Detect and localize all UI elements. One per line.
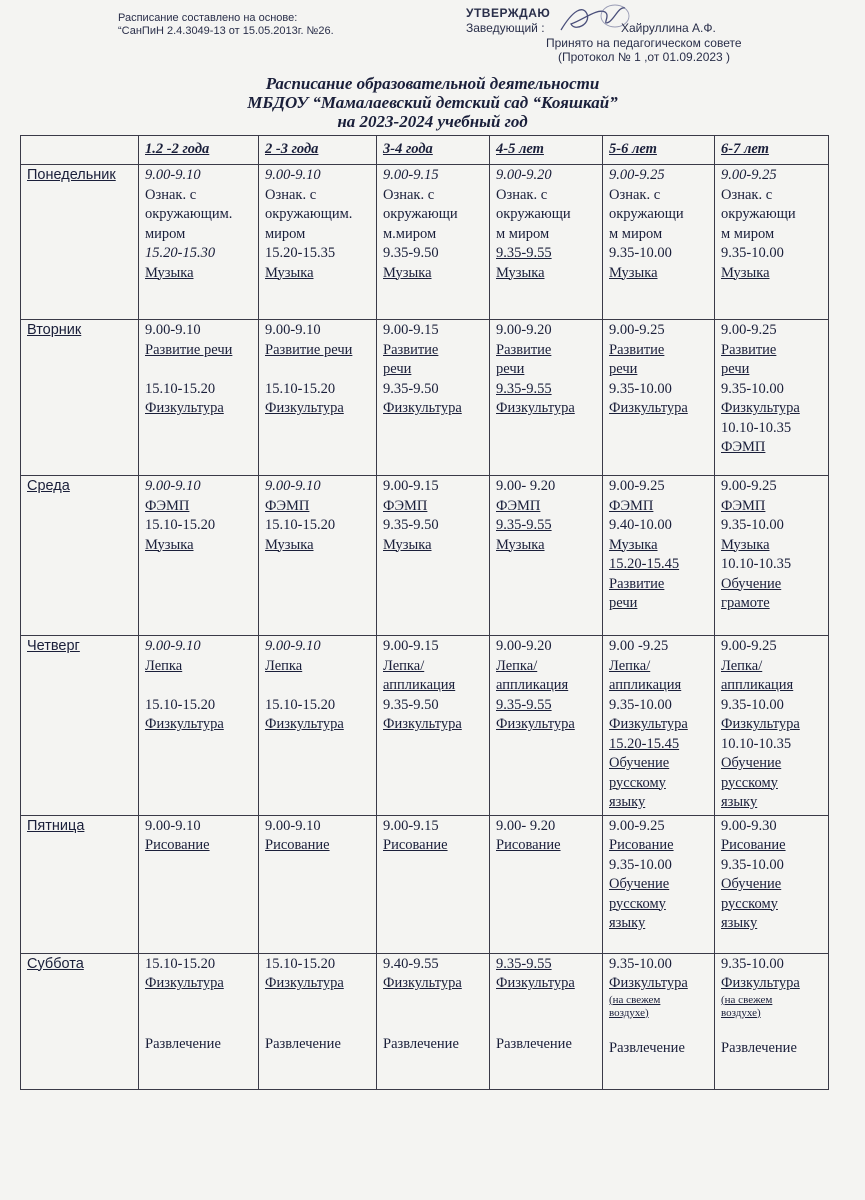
cell-line: 9.35-9.50 [383, 380, 439, 397]
cell-line: 9.35-10.00 [721, 245, 784, 261]
column-header: 1.2 -2 года [139, 136, 259, 165]
cell-line: Рисование [721, 837, 786, 853]
cell-line: Обучение [609, 755, 670, 771]
schedule-cell [139, 953, 259, 1089]
cell-line: Лепка/ [721, 657, 763, 674]
cell-line: Физкультура [721, 716, 800, 732]
cell-line: русскому [609, 774, 666, 791]
cell-line: 9.00-9.30 [721, 817, 777, 834]
cell-line: Развитие речи [265, 341, 353, 358]
cell-line: 9.00-9.15 [383, 167, 439, 183]
cell-line: русскому [609, 895, 666, 912]
cell-line: окружающи [609, 206, 684, 222]
cell-line: Развитие речи [145, 341, 233, 358]
cell-line: Физкультура [145, 716, 224, 732]
cell-line: 9.35-9.55 [496, 517, 552, 533]
cell-line: 9.00-9.10 [265, 817, 321, 834]
page-title [0, 74, 865, 131]
table-row [21, 815, 829, 953]
cell-line: языку [609, 915, 646, 931]
cell-line: речи [721, 361, 750, 377]
cell-line: 9.00-9.15 [383, 478, 439, 494]
cell-line [145, 994, 255, 1016]
cell-line: окружающим. [265, 206, 353, 222]
cell-line: Развитие [496, 341, 552, 358]
day-label: Понедельник [21, 165, 139, 320]
cell-line: Рисование [145, 837, 210, 853]
cell-line: ФЭМП [721, 439, 766, 455]
schedule-cell [715, 815, 829, 953]
column-header: 2 -3 года [259, 136, 377, 165]
cell-line: 9.00-9.25 [721, 322, 777, 338]
schedule-cell [603, 815, 715, 953]
approval-block [466, 6, 766, 64]
cell-line [383, 1016, 486, 1036]
cell-line: 15.20-15.30 [145, 245, 216, 261]
column-header: 4-5 лет [490, 136, 603, 165]
cell-line: 9.00-9.25 [721, 478, 777, 494]
schedule-cell [603, 636, 715, 816]
schedule-cell [490, 165, 603, 320]
cell-line: грамоте [721, 595, 770, 611]
cell-line: аппликация [609, 677, 682, 693]
approve-label: УТВЕРЖДАЮ [466, 6, 551, 20]
schedule-cell [490, 815, 603, 953]
basis-line-1: Расписание составлено на основе: [118, 12, 298, 24]
table-row [21, 953, 829, 1089]
schedule-cell [139, 476, 259, 636]
cell-line: Музыка [145, 536, 194, 553]
schedule-cell [377, 320, 490, 476]
cell-line: Лепка/ [496, 657, 538, 674]
head-label: Заведующий : [466, 21, 545, 35]
schedule-cell [377, 476, 490, 636]
cell-line: Обучение [609, 876, 670, 892]
cell-line: ФЭМП [145, 497, 190, 514]
cell-line: миром [265, 225, 306, 242]
cell-line [145, 360, 255, 380]
cell-line: Физкультура [265, 975, 344, 991]
cell-line: (на свежем [609, 993, 661, 1006]
cell-line: Физкультура [609, 975, 688, 991]
cell-line: 15.10-15.20 [145, 380, 216, 397]
schedule-cell [715, 320, 829, 476]
cell-line: Музыка [265, 264, 314, 281]
schedule-cell [490, 636, 603, 816]
cell-line: 9.35-9.50 [383, 696, 439, 713]
schedule-cell [715, 476, 829, 636]
cell-line: ФЭМП [609, 497, 654, 514]
cell-line: 15.10-15.20 [265, 517, 336, 533]
cell-line: 9.35-10.00 [721, 380, 784, 397]
day-label: Четверг [21, 636, 139, 816]
schedule-cell [259, 953, 377, 1089]
cell-line: 9.00 -9.25 [609, 638, 669, 654]
cell-line: 9.35-10.00 [721, 696, 784, 713]
column-header: 3-4 года [377, 136, 490, 165]
cell-line: Рисование [265, 837, 330, 853]
schedule-cell [603, 476, 715, 636]
cell-line: речи [609, 595, 638, 611]
schedule-cell [139, 320, 259, 476]
cell-line [145, 1016, 255, 1036]
schedule-cell [715, 953, 829, 1089]
table-row [21, 320, 829, 476]
cell-line: аппликация [721, 677, 794, 693]
cell-line: Развитие [721, 341, 777, 358]
cell-line: 9.00-9.10 [145, 167, 201, 183]
council-note: Принято на педагогическом совете [546, 36, 742, 50]
cell-line: Физкультура [265, 400, 344, 416]
cell-line: 9.40-9.55 [383, 955, 439, 972]
schedule-cell [603, 320, 715, 476]
day-label: Суббота [21, 953, 139, 1089]
cell-line: 9.00-9.10 [265, 638, 321, 654]
cell-line: 9.00-9.10 [265, 478, 321, 494]
cell-line: 9.00- 9.20 [496, 478, 556, 494]
cell-line: 9.00-9.20 [496, 322, 552, 338]
cell-line: русскому [721, 895, 778, 912]
cell-line: Ознак. с [383, 186, 435, 203]
cell-line: 15.10-15.20 [265, 380, 336, 397]
basis-note [118, 12, 334, 38]
cell-line: миром [145, 225, 186, 242]
cell-line: 9.35-10.00 [721, 517, 784, 533]
schedule-cell [377, 953, 490, 1089]
cell-line: речи [609, 361, 638, 377]
cell-line: 9.00-9.10 [145, 817, 201, 834]
title-line-2: МБДОУ “Мамалаевский детский сад “Кояшкай” [247, 93, 618, 112]
cell-line: 9.00-9.25 [609, 167, 665, 183]
cell-line: 9.00-9.10 [265, 167, 321, 183]
cell-line: 9.35-10.00 [721, 856, 784, 873]
schedule-cell [259, 815, 377, 953]
cell-line: 9.35-9.55 [496, 245, 552, 261]
cell-line: 15.20-15.45 [609, 735, 680, 752]
cell-line: ФЭМП [265, 497, 310, 514]
cell-line: 9.00-9.20 [496, 638, 552, 654]
cell-line [145, 676, 255, 696]
cell-line: 9.35-10.00 [609, 380, 672, 397]
cell-line: 9.00-9.20 [496, 167, 552, 183]
cell-line: окружающим. [145, 206, 233, 222]
table-header-row [21, 136, 829, 165]
cell-line: языку [721, 915, 758, 931]
cell-line: 15.10-15.20 [265, 696, 336, 713]
schedule-cell [139, 815, 259, 953]
cell-line: Физкультура [496, 716, 575, 732]
cell-line: ФЭМП [383, 497, 428, 514]
cell-line: Физкультура [609, 716, 688, 732]
cell-line: языку [609, 794, 646, 810]
cell-line: Физкультура [145, 975, 224, 991]
cell-line: м.миром [383, 225, 437, 242]
schedule-cell [377, 815, 490, 953]
cell-line: 9.35-10.00 [609, 856, 672, 873]
cell-line: Рисование [383, 837, 448, 853]
schedule-cell [139, 165, 259, 320]
cell-line: 9.00-9.25 [721, 167, 777, 183]
schedule-cell [715, 636, 829, 816]
cell-line: Лепка/ [609, 657, 651, 674]
cell-line: Ознак. с [609, 186, 661, 203]
cell-line: 9.35-9.50 [383, 517, 439, 533]
cell-line: 15.10-15.20 [265, 955, 336, 972]
cell-line [265, 676, 373, 696]
cell-line: Физкультура [383, 400, 462, 416]
cell-line: Физкультура [145, 400, 224, 416]
cell-line: Ознак. с [496, 186, 548, 203]
schedule-table [20, 135, 829, 1090]
cell-line: 9.00- 9.20 [496, 817, 556, 834]
cell-line: Физкультура [721, 400, 800, 416]
cell-line: Физкультура [265, 716, 344, 732]
cell-line: 10.10-10.35 [721, 419, 792, 436]
cell-line: Развлечение [721, 1040, 797, 1056]
cell-line: 9.00-9.15 [383, 817, 439, 834]
cell-line: Ознак. с [721, 186, 773, 203]
cell-line [265, 994, 373, 1016]
cell-line [496, 1016, 599, 1036]
schedule-cell [490, 953, 603, 1089]
cell-line: языку [721, 794, 758, 810]
cell-line: 9.35-10.00 [609, 696, 672, 713]
cell-line [721, 1020, 825, 1040]
corner-cell [21, 136, 139, 165]
schedule-cell [377, 636, 490, 816]
cell-line: 9.35-9.55 [496, 955, 552, 972]
cell-line: Развлечение [496, 1036, 572, 1052]
cell-line: 9.00-9.25 [721, 638, 777, 654]
cell-line: Обучение [721, 755, 782, 771]
day-label: Вторник [21, 320, 139, 476]
cell-line: Физкультура [721, 975, 800, 991]
cell-line: Физкультура [383, 716, 462, 732]
cell-line: 9.35-9.55 [496, 380, 552, 397]
schedule-cell [715, 165, 829, 320]
cell-line: 15.20-15.35 [265, 245, 336, 261]
column-header: 5-6 лет [603, 136, 715, 165]
cell-line: русскому [721, 774, 778, 791]
cell-line: Ознак. с [265, 186, 317, 203]
cell-line: 10.10-10.35 [721, 556, 792, 572]
cell-line: окружающи [496, 206, 571, 222]
cell-line: 9.00-9.10 [145, 638, 201, 654]
cell-line: 9.00-9.25 [609, 817, 665, 834]
table-row [21, 476, 829, 636]
cell-line: Музыка [383, 264, 432, 281]
schedule-cell [259, 636, 377, 816]
title-line-1: Расписание образовательной деятельности [265, 74, 600, 93]
cell-line: аппликация [496, 677, 569, 693]
cell-line: Музыка [721, 264, 770, 281]
head-name: Хайруллина А.Ф. [621, 21, 716, 35]
cell-line: Физкультура [496, 975, 575, 991]
cell-line [383, 994, 486, 1016]
cell-line: Музыка [496, 536, 545, 553]
day-label: Пятница [21, 815, 139, 953]
cell-line [265, 360, 373, 380]
schedule-cell [490, 320, 603, 476]
cell-line: Физкультура [609, 400, 688, 416]
cell-line: речи [383, 361, 412, 377]
cell-line: Лепка [145, 657, 183, 674]
cell-line: Лепка/ [383, 657, 425, 674]
cell-line: 15.10-15.20 [145, 696, 216, 713]
cell-line: 15.10-15.20 [145, 955, 216, 972]
cell-line: 9.35-10.00 [609, 955, 672, 972]
table-row [21, 165, 829, 320]
cell-line: 9.35-9.50 [383, 245, 439, 261]
cell-line: Обучение [721, 876, 782, 892]
cell-line: 9.35-9.55 [496, 696, 552, 713]
schedule-cell [490, 476, 603, 636]
cell-line: Музыка [721, 536, 770, 553]
schedule-cell [139, 636, 259, 816]
schedule-cell [603, 953, 715, 1089]
table-row [21, 636, 829, 816]
cell-line: 9.00-9.10 [265, 322, 321, 338]
cell-line: 9.00-9.10 [145, 322, 201, 338]
cell-line: Развлечение [609, 1040, 685, 1056]
cell-line: ФЭМП [721, 497, 766, 514]
cell-line: Музыка [609, 264, 658, 281]
cell-line: воздухе) [609, 1006, 649, 1019]
protocol-note: (Протокол № 1 ,от 01.09.2023 ) [558, 50, 731, 64]
cell-line: 9.00-9.15 [383, 322, 439, 338]
cell-line: Развлечение [145, 1036, 221, 1052]
cell-line: Музыка [609, 536, 658, 553]
schedule-cell [259, 476, 377, 636]
cell-line: 9.40-10.00 [609, 517, 672, 533]
cell-line: Физкультура [383, 975, 462, 991]
day-label: Среда [21, 476, 139, 636]
cell-line: воздухе) [721, 1006, 761, 1019]
title-line-3: на 2023-2024 учебный год [337, 112, 528, 131]
cell-line: Рисование [609, 837, 674, 853]
schedule-cell [377, 165, 490, 320]
cell-line: Музыка [496, 264, 545, 281]
cell-line: Развитие [609, 341, 665, 358]
cell-line: ФЭМП [496, 497, 541, 514]
cell-line: речи [496, 361, 525, 377]
cell-line: Музыка [145, 264, 194, 281]
cell-line: Музыка [383, 536, 432, 553]
cell-line: м миром [609, 225, 663, 242]
cell-line [265, 1016, 373, 1036]
cell-line: Лепка [265, 657, 303, 674]
cell-line: 9.00-9.15 [383, 638, 439, 654]
cell-line: Развлечение [383, 1036, 459, 1052]
cell-line: Музыка [265, 536, 314, 553]
cell-line: 15.10-15.20 [145, 517, 216, 533]
cell-line: Обучение [721, 575, 782, 592]
basis-line-2: “СанПиН 2.4.3049-13 от 15.05.2013г. №26. [118, 25, 334, 37]
cell-line: окружающи [383, 206, 458, 222]
schedule-cell [603, 165, 715, 320]
cell-line: 9.00-9.25 [609, 322, 665, 338]
cell-line [496, 994, 599, 1016]
cell-line: Ознак. с [145, 186, 197, 203]
cell-line: окружающи [721, 206, 796, 222]
cell-line: 9.00-9.25 [609, 478, 665, 494]
cell-line: 15.20-15.45 [609, 556, 680, 572]
cell-line: 9.35-10.00 [609, 245, 672, 261]
cell-line: 10.10-10.35 [721, 735, 792, 752]
cell-line [609, 1020, 711, 1040]
cell-line: Развлечение [265, 1036, 341, 1052]
cell-line: 9.00-9.10 [145, 478, 201, 494]
cell-line: м миром [721, 225, 775, 242]
cell-line: (на свежем [721, 993, 773, 1006]
schedule-cell [259, 165, 377, 320]
cell-line: Развитие [383, 341, 439, 358]
cell-line: Физкультура [496, 400, 575, 416]
column-header: 6-7 лет [715, 136, 829, 165]
cell-line: Развитие [609, 575, 665, 592]
cell-line: 9.35-10.00 [721, 955, 784, 972]
cell-line: Рисование [496, 837, 561, 853]
schedule-cell [259, 320, 377, 476]
cell-line: аппликация [383, 677, 456, 693]
cell-line: м миром [496, 225, 550, 242]
